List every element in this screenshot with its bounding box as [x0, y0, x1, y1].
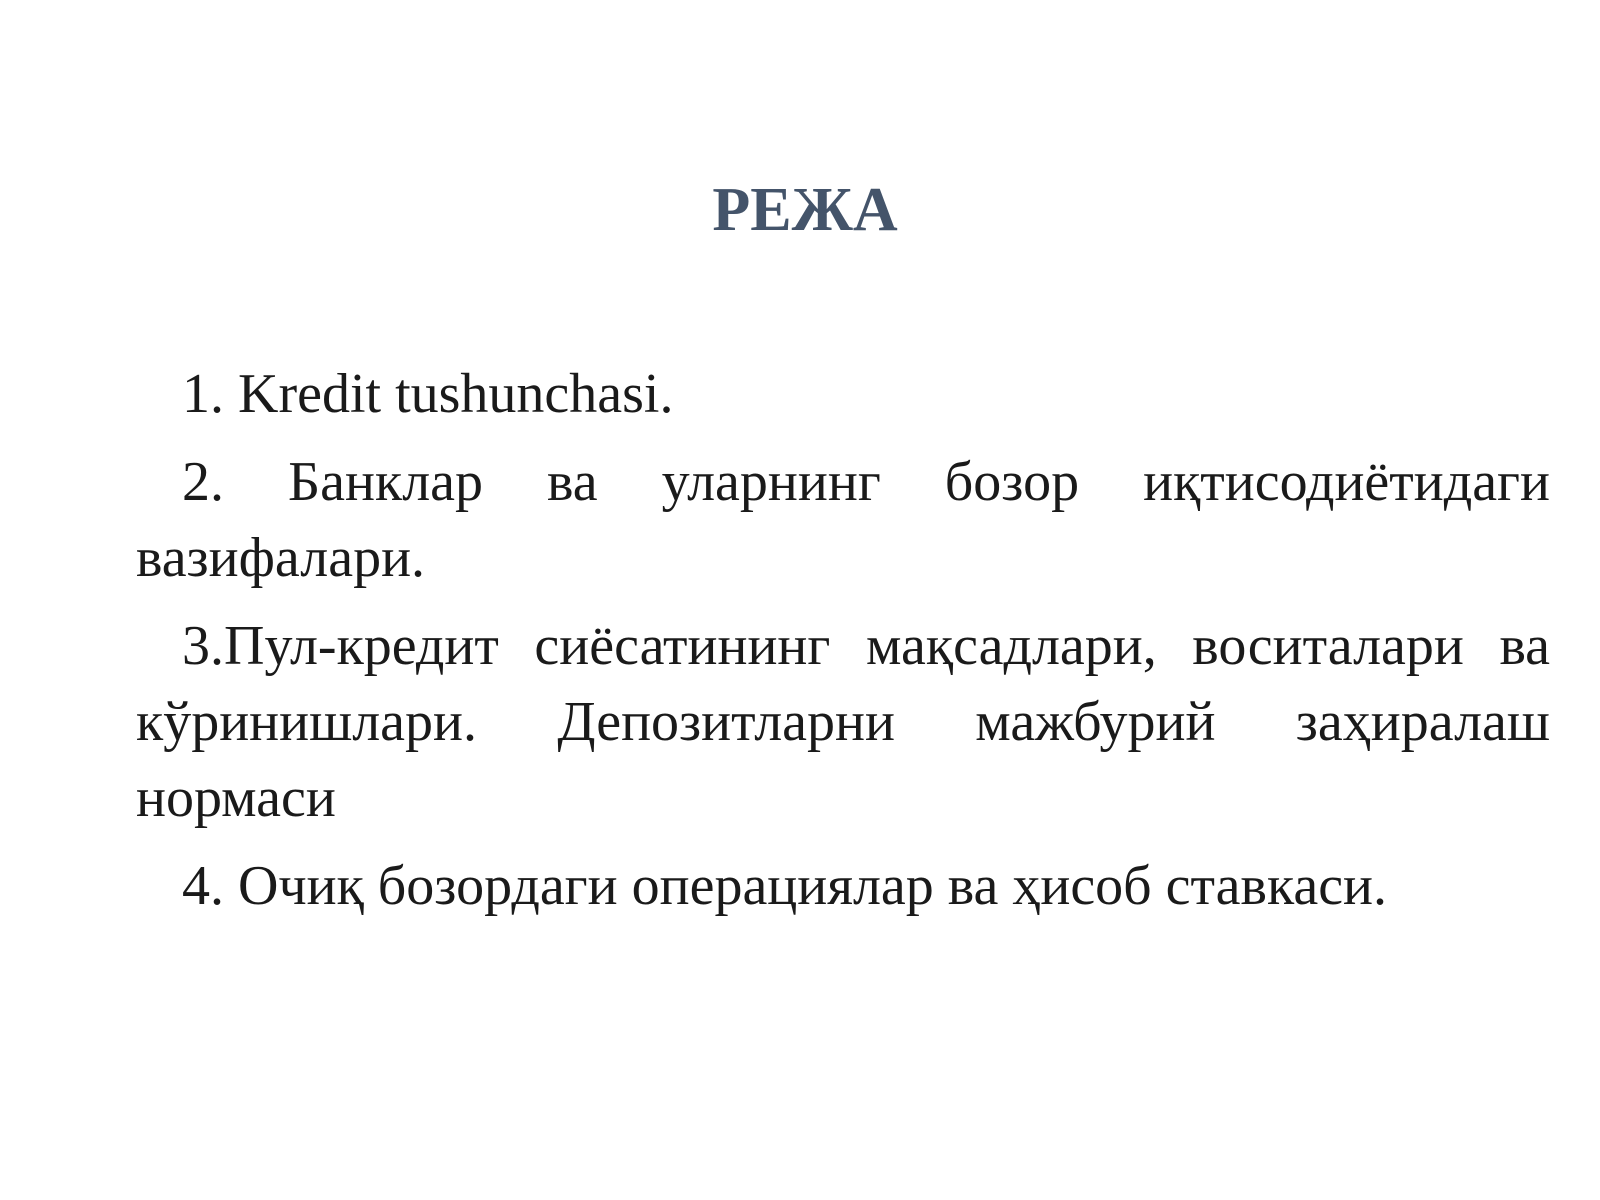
plan-item-3: 3.Пул-кредит сиёсатининг мақсадлари, воситалари ва кўринишлари. Депозитларни мажбурий заҳиралаш нормаси — [136, 615, 1550, 829]
plan-item-1: 1. Kredit tushunchasi. — [182, 363, 674, 425]
slide-title: РЕЖА — [712, 176, 898, 244]
plan-item-2: 2. Банклар ва уларнинг бозор иқтисодиётидаги вазифалари. — [136, 451, 1550, 589]
plan-list — [136, 356, 1550, 936]
plan-item-4: 4. Очиқ бозордаги операциялар ва ҳисоб ставкаси. — [182, 855, 1388, 917]
